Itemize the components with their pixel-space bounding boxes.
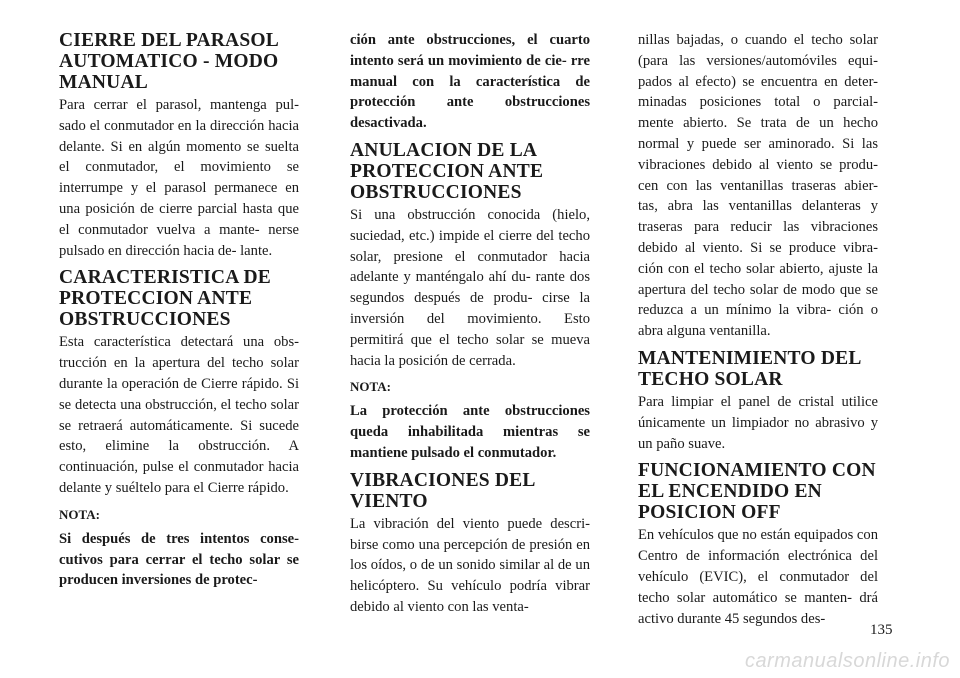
note-label: NOTA:: [59, 506, 100, 522]
watermark-text: carmanualsonline.info: [744, 650, 950, 672]
paragraph: Esta característica detectará una obs- trucción en la apertura del techo solar durante la operación de Cierre rápido. Si se detecta una obstrucción, el techo solar se retraerá automáticamente. Si sucede esto, elimine la obstrucción. A continuación, pulse el conmutador hacia delante y suéltelo para el Cierre rápido.: [59, 334, 299, 496]
paragraph: nillas bajadas, o cuando el techo solar (para las versiones/automóviles equi- pados al efecto) se encuentra en deter- minadas posiciones total o parcial- mente abierto. Se trata de un hecho normal y puede ser aminorado. Si las vibraciones debido al viento se produ- cen con las ventanillas traseras abier- tas, abra las ventanillas delanteras y traseras para reducir las vibraciones debido al viento. Si se produce vibra- ción con el techo solar abierto, ajuste la apertura del techo solar de modo que se reduzca a un mínimo la vibra- ción o abra alguna ventanilla.: [638, 32, 878, 340]
column-2: [350, 30, 590, 624]
paragraph: La vibración del viento puede descri- birse como una percepción de presión en los oídos, o de un sonido similar al de un helicóptero. Su vehículo podría vibrar debido al viento con las venta-: [350, 515, 590, 615]
page-number: 135: [870, 622, 893, 638]
section-heading: CIERRE DEL PARASOL AUTOMATICO - MODO MANUAL: [59, 30, 279, 93]
paragraph: Si una obstrucción conocida (hielo, suciedad, etc.) impide el cierre del techo solar, presione el conmutador hacia adelante y manténgalo ahí du- rante dos segundos después de produ- cirse la inversión del movimiento. Esto permitirá que el techo solar se mueva hacia la posición de cerrada.: [350, 206, 590, 369]
column-3: [638, 30, 878, 635]
section-heading: ANULACION DE LA PROTECCION ANTE OBSTRUCCIONES: [350, 139, 544, 203]
section-heading: MANTENIMIENTO DEL TECHO SOLAR: [638, 347, 861, 390]
column-1: [59, 30, 299, 597]
paragraph: Para cerrar el parasol, mantenga pul- sado el conmutador en la dirección hacia delante. Si en algún momento se suelta el conmutador, el movimiento se interrumpe y el parasol permanece en una posición de cierre parcial hasta que el conmutador vuelva a mante- nerse pulsado en dirección hacia de- lante.: [59, 97, 299, 259]
note-label: NOTA:: [350, 379, 391, 395]
note-text: Si después de tres intentos conse- cutivos para cerrar el techo solar se producen inversiones de protec-: [59, 530, 299, 589]
paragraph: En vehículos que no están equipados con Centro de información electrónica del vehículo (EVIC), el conmutador del techo solar automático se manten- drá activo durante 45 segundos des-: [638, 527, 878, 627]
section-heading: FUNCIONAMIENTO CON EL ENCENDIDO EN POSICION OFF: [638, 460, 876, 524]
section-heading: VIBRACIONES DEL VIENTO: [350, 469, 535, 512]
section-heading: CARACTERISTICA DE PROTECCION ANTE OBSTRUCCIONES: [59, 267, 271, 331]
note-text: La protección ante obstrucciones queda inhabilitada mientras se mantiene pulsado el conmutador.: [350, 403, 590, 461]
note-text-continued: ción ante obstrucciones, el cuarto intento será un movimiento de cie- rre manual con la característica de protección ante obstrucciones desactivada.: [350, 32, 590, 132]
paragraph: Para limpiar el panel de cristal utilice únicamente un limpiador no abrasivo y un paño suave.: [638, 393, 878, 452]
